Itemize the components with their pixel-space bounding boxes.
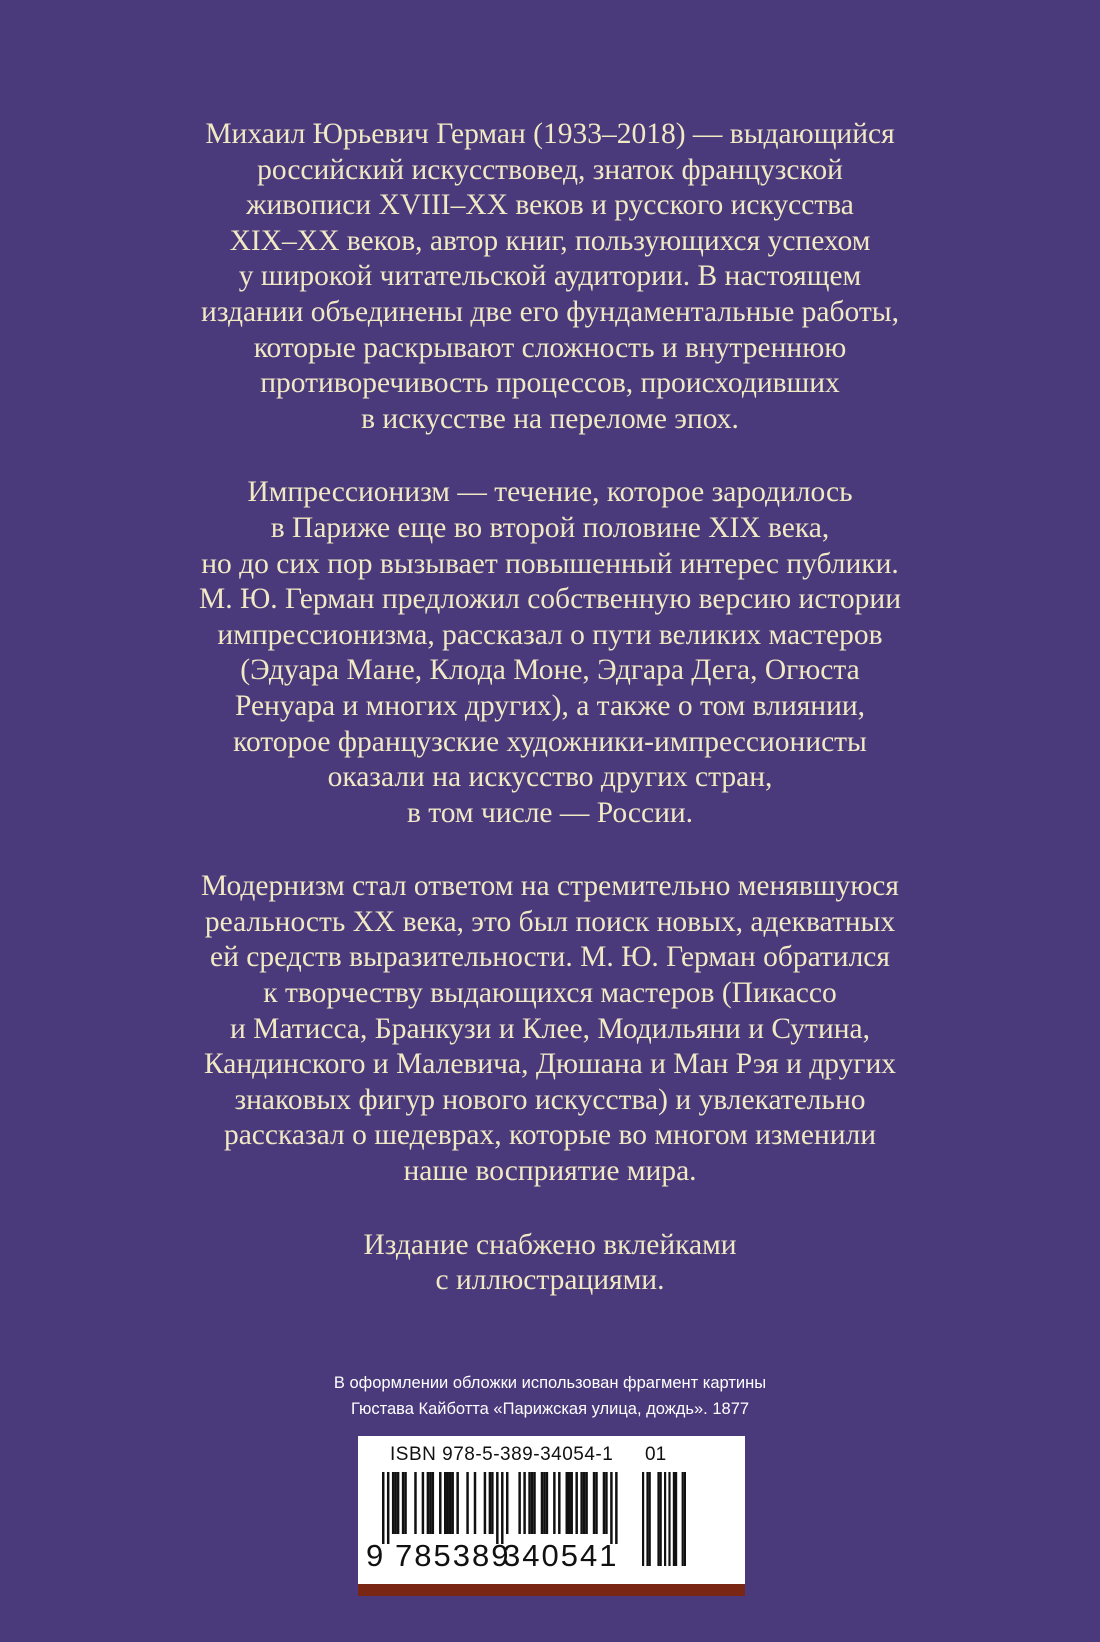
barcode-bar <box>575 1472 577 1534</box>
text-line: оказали на искусство других стран, <box>327 761 773 794</box>
annotation-paragraph-author <box>80 117 1020 437</box>
barcode-guard-bar <box>615 1472 617 1544</box>
text-line: российский искусствовед, знаток французской <box>257 153 843 186</box>
barcode-bar <box>518 1472 520 1534</box>
barcode-bar <box>593 1472 595 1534</box>
text-line: знаковых фигур нового искусства) и увлекательно <box>234 1083 866 1116</box>
barcode-bar <box>456 1472 458 1534</box>
text-line: в том числе — России. <box>406 796 694 829</box>
barcode-bar <box>531 1472 533 1534</box>
barcode-addon-bar <box>657 1472 659 1566</box>
text-line: М. Ю. Герман предложил собственную версию истории <box>198 583 901 616</box>
text-line: в Париже еще во второй половине XIX века, <box>270 511 830 544</box>
barcode-bar <box>444 1472 446 1534</box>
barcode-bar <box>506 1472 508 1534</box>
barcode-bar <box>402 1472 404 1534</box>
barcode-bar <box>570 1472 572 1534</box>
text-line: XIX–XX веков, автор книг, пользующихся успехом <box>229 224 871 257</box>
text-line: но до сих пор вызывает повышенный интерес публики. <box>201 547 899 580</box>
text-line: рассказал о шедеврах, которые во многом изменили <box>223 1119 877 1152</box>
barcode-addon-bar <box>664 1472 666 1566</box>
cover-art-credit <box>150 1370 950 1422</box>
text-line: Ренуара и многих других), а также о том влиянии, <box>234 689 866 722</box>
barcode-bar <box>580 1472 582 1534</box>
barcode-lead-digit: 9 <box>366 1538 386 1573</box>
text-line: ей средств выразительности. М. Ю. Герман обратился <box>210 941 890 974</box>
text-line: Издание снабжено вклейками <box>363 1228 737 1261</box>
barcode-bar <box>568 1472 570 1534</box>
barcode-bar <box>404 1472 406 1534</box>
barcode-bar <box>466 1472 468 1534</box>
barcode-guard-bar <box>387 1472 389 1544</box>
barcode-addon-bar <box>642 1472 644 1566</box>
annotation-text <box>80 117 1020 1299</box>
barcode-bar <box>585 1472 587 1534</box>
barcode-bar <box>394 1472 396 1534</box>
barcode-bar <box>484 1472 486 1534</box>
text-line: наше восприятие мира. <box>403 1155 697 1188</box>
barcode-addon-bar <box>660 1472 662 1566</box>
barcode-bar <box>474 1472 476 1534</box>
barcode-bar <box>422 1472 424 1534</box>
barcode-bar <box>451 1472 453 1534</box>
text-line: к творчеству выдающихся мастеров (Пикассо <box>263 977 837 1010</box>
barcode-bar <box>558 1472 560 1534</box>
barcode-addon-bar <box>668 1472 670 1566</box>
barcode-bar <box>605 1472 607 1534</box>
text-line: у широкой читательской аудитории. В настоящем <box>238 260 862 293</box>
text-line: Кандинского и Малевича, Дюшана и Ман Рэя и других <box>203 1048 897 1081</box>
annotation-paragraph-illustrations <box>80 1228 1020 1299</box>
text-line: живописи XVIII–XX веков и русского искусства <box>246 189 854 222</box>
barcode-bar <box>595 1472 597 1534</box>
isbn-barcode <box>358 1436 745 1596</box>
text-line: Импрессионизм — течение, которое зародилось <box>247 476 853 509</box>
barcode-addon-bar <box>682 1472 684 1566</box>
barcode-bar <box>427 1472 429 1534</box>
barcode-bar <box>533 1472 535 1534</box>
barcode-bar <box>439 1472 441 1534</box>
credit-line: Гюстава Кайботта «Парижская улица, дождь». 1877 <box>350 1400 750 1418</box>
barcode-bar <box>392 1472 394 1534</box>
barcode-left-digits: 785389 <box>395 1538 511 1573</box>
text-line: Михаил Юрьевич Герман (1933–2018) — выдающийся <box>205 118 895 150</box>
isbn-number: ISBN 978-5-389-34054-1 <box>390 1444 614 1465</box>
text-line: с иллюстрациями. <box>435 1264 665 1297</box>
barcode-bar <box>414 1472 416 1534</box>
barcode-bar <box>566 1472 568 1534</box>
text-line: импрессионизма, рассказал о пути великих мастеров <box>217 618 883 651</box>
text-line: которые раскрывают сложность и внутреннюю <box>253 331 847 364</box>
text-line: в искусстве на переломе эпох. <box>361 402 739 435</box>
barcode-bar <box>489 1472 491 1534</box>
barcode-bar <box>449 1472 451 1534</box>
credit-line: В оформлении обложки использован фрагмент картины <box>333 1374 767 1392</box>
barcode-bar <box>491 1472 493 1534</box>
barcode-bar <box>553 1472 555 1534</box>
text-line: противоречивость процессов, происходивших <box>260 367 840 400</box>
barcode-addon-bar <box>675 1472 677 1566</box>
barcode-bar <box>546 1472 548 1534</box>
text-line: которое французские художники-импрессионисты <box>233 725 867 758</box>
barcode-guard-bar <box>610 1472 612 1544</box>
barcode-bar <box>541 1472 543 1534</box>
text-line: Модернизм стал ответом на стремительно менявшуюся <box>201 870 899 903</box>
barcode-addon-bar <box>649 1472 651 1566</box>
barcode-addon-number: 01 <box>645 1444 667 1465</box>
barcode-right-digits: 340541 <box>503 1538 619 1573</box>
annotation-paragraph-modernism <box>80 869 1020 1189</box>
annotation-paragraph-impressionism <box>80 475 1020 831</box>
barcode-addon-bar <box>673 1472 675 1566</box>
barcode-addon-bar <box>684 1472 686 1566</box>
barcode-bar <box>528 1472 530 1534</box>
barcode-bar <box>446 1472 448 1534</box>
barcode-bar <box>603 1472 605 1534</box>
text-line: и Матисса, Бранкузи и Клее, Модильяни и Сутина, <box>229 1012 870 1045</box>
barcode-bar <box>397 1472 399 1534</box>
barcode-guard-bar <box>496 1472 498 1544</box>
barcode-guard-bar <box>382 1472 384 1544</box>
barcode-bar <box>429 1472 431 1534</box>
barcode-addon-bar <box>646 1472 648 1566</box>
barcode-guard-bar <box>501 1472 503 1544</box>
barcode-bar <box>543 1472 545 1534</box>
barcode-bar <box>583 1472 585 1534</box>
text-line: издании объединены две его фундаментальные работы, <box>201 295 899 328</box>
barcode-bar <box>432 1472 434 1534</box>
text-line: реальность XX века, это был поиск новых, адекватных <box>204 905 896 938</box>
barcode-bar <box>523 1472 525 1534</box>
text-line: (Эдуара Мане, Клода Моне, Эдгара Дега, Огюста <box>240 654 860 687</box>
